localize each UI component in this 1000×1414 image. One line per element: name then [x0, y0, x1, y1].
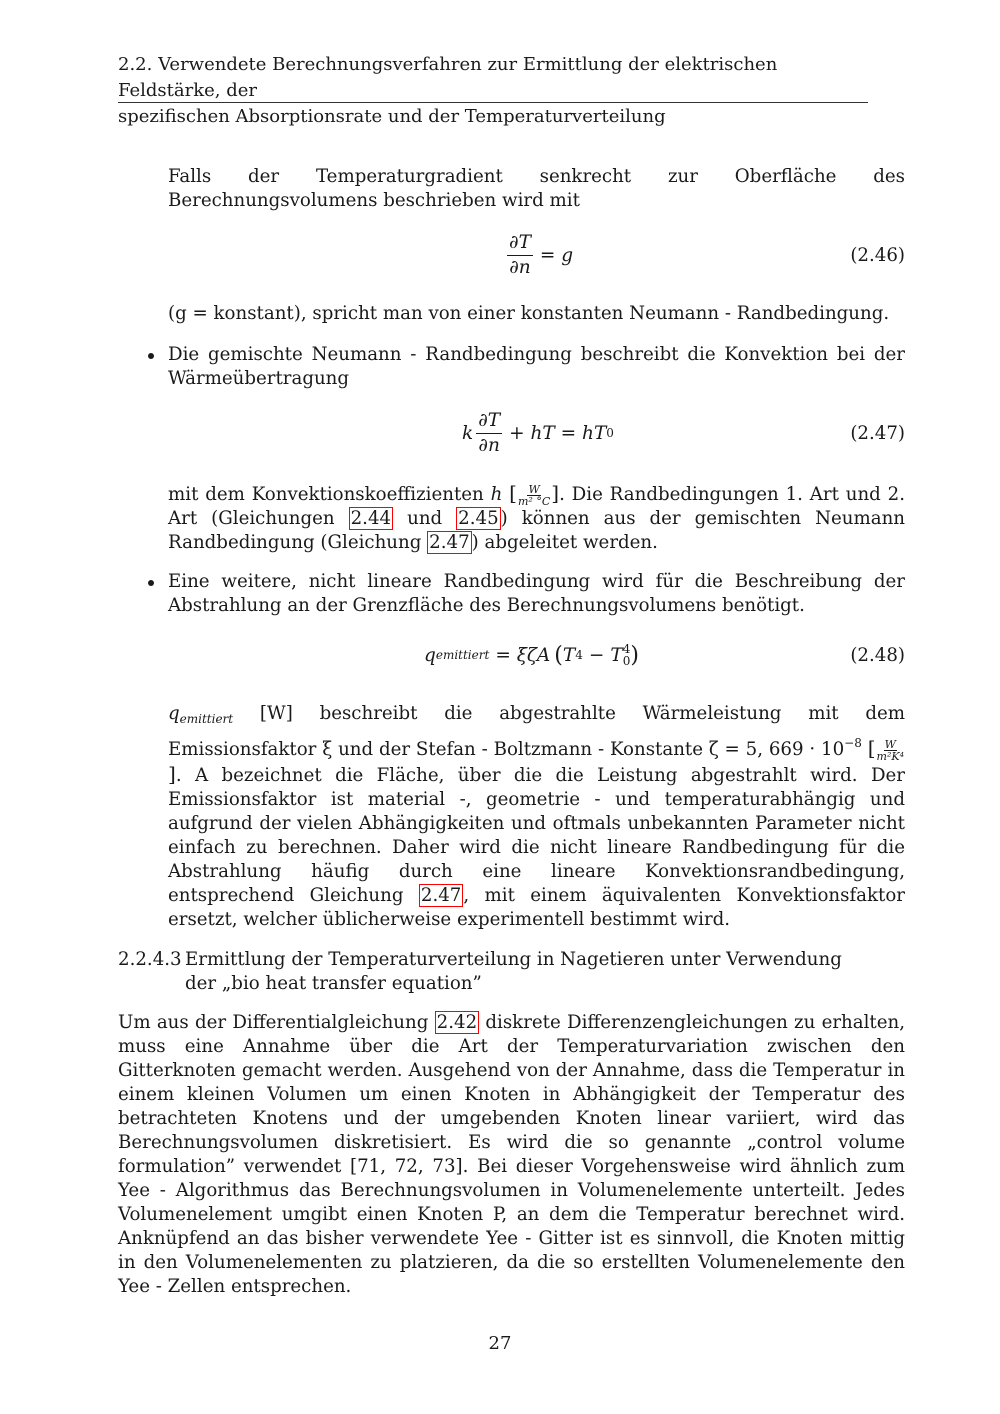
- equation-link[interactable]: 2.45: [458, 508, 499, 529]
- superscript: 4: [575, 648, 583, 662]
- text-run: , mit einem äquivalenten Konvektionsfaktor ersetzt, welcher üblicherweise experimentell bestimmt wird.: [168, 885, 905, 930]
- bracket-open: [: [509, 481, 517, 505]
- equation-number: (2.47): [850, 422, 905, 444]
- fraction-denominator: ∂n: [478, 434, 500, 456]
- equation-2-47: [168, 403, 905, 463]
- minus-sign: −: [588, 644, 605, 666]
- running-header-line2: spezifischen Absorptionsrate und der Temperaturverteilung: [118, 106, 666, 127]
- subscript: emittiert: [435, 648, 490, 662]
- equation-number: (2.46): [850, 244, 905, 266]
- fraction-numerator: ∂T: [507, 231, 533, 256]
- equation-link[interactable]: 2.47: [429, 532, 470, 553]
- equation-rhs: + hT = hT: [509, 422, 607, 444]
- text-run: diskrete Differenzengleichungen zu erhalten, muss eine Annahme über die Art der Temperaturvariation zwischen den Gitterknoten gemacht werden. Ausgehend von der Annahme, dass die Temperatur in einem kleinen Volumen um einen Knoten in Abhängigkeit der Temperatur des betrachteten Knotens und der umgebenden Knoten linear variiert, wird das Berechnungsvolumen diskretisiert. Es wird die so genannte „control volume formulation” verwendet [71, 72, 73]. Bei dieser Vorgehensweise wird ähnlich zum Yee - Algorithmus das Berechnungsvolumen in Volumenelemente unterteilt. Jedes Volumenelement umgibt einen Knoten P, an dem die Temperatur berechnet wird. Anknüpfend an das bisher verwendete Yee - Gitter ist es sinnvoll, die Knoten mittig in den Volumenelementen zu platzieren, da die so erstellten Volumenelemente den Yee - Zellen entsprechen.: [118, 1012, 905, 1297]
- text-run: und: [393, 508, 457, 529]
- unit-denominator: m²K⁴: [876, 749, 904, 763]
- equation-2-48-body: [424, 625, 639, 685]
- text-run: [W] beschreibt die abgestrahlte Wärmeleistung mit dem Emissionsfaktor ξ und der Stefan - Boltzmann - Konstante ζ = 5, 669 · 10: [168, 703, 905, 760]
- unit-numerator: W: [884, 737, 896, 751]
- text-run: Um aus der Differentialgleichung: [118, 1012, 435, 1033]
- bullet-mixed-neumann: Die gemischte Neumann - Randbedingung beschreibt die Konvektion bei der Wärmeübertragung: [168, 344, 905, 389]
- sub-sup-stack: [623, 643, 631, 667]
- running-header-line1: 2.2. Verwendete Berechnungsverfahren zur Ermittlung der elektrischen Feldstärke, der: [118, 54, 778, 101]
- paragraph-neumann-intro: Falls der Temperaturgradient senkrecht zur Oberfläche des Berechnungsvolumens beschrieben wird mit: [168, 166, 905, 211]
- section-title: Ermittlung der Temperaturverteilung in Nagetieren unter Verwendung der „bio heat transfer equation”: [185, 949, 842, 994]
- running-header: [118, 52, 868, 130]
- superscript: 4: [622, 642, 631, 656]
- equation-2-46: [168, 225, 905, 285]
- subscript: 0: [606, 426, 614, 440]
- bullet-radiation-boundary: Eine weitere, nicht lineare Randbedingung wird für die Beschreibung der Abstrahlung an der Grenzfläche des Berechnungsvolumens benötigt.: [168, 571, 905, 616]
- paren-close: ): [630, 642, 639, 668]
- equation-number: (2.48): [850, 644, 905, 666]
- fraction-numerator: ∂T: [476, 409, 502, 434]
- paragraph-control-volume: [118, 1011, 905, 1299]
- fraction-dT-dn: [476, 409, 502, 458]
- math-T0: T: [610, 644, 623, 666]
- unit-denominator: m² °C: [517, 494, 551, 508]
- equation-link[interactable]: 2.47: [420, 885, 462, 906]
- unit-fraction: [877, 739, 904, 762]
- equation-link[interactable]: 2.44: [350, 508, 392, 529]
- bracket-open: [: [867, 736, 876, 760]
- fraction-denominator: ∂n: [509, 256, 531, 278]
- text-run: mit dem Konvektionskoeffizienten: [168, 484, 491, 505]
- subscript: 0: [622, 654, 631, 668]
- subscript: emittiert: [179, 712, 234, 726]
- equation-2-47-body: [462, 403, 614, 463]
- equation-rhs: = ξζA: [495, 644, 551, 666]
- section-number: 2.2.4.3: [118, 949, 182, 970]
- paragraph-emission: [168, 702, 905, 932]
- bracket-close: ]: [551, 481, 560, 505]
- equation-2-48: [168, 625, 905, 685]
- math-q: q: [168, 703, 180, 724]
- header-rule: [118, 102, 868, 103]
- bullet-marker: [146, 573, 156, 583]
- unit-fraction: [518, 484, 550, 507]
- paragraph-convection-coefficient: [168, 481, 905, 555]
- fraction-dT-dn: [507, 231, 533, 280]
- unit-numerator: W: [528, 482, 540, 496]
- superscript: −8: [844, 736, 862, 750]
- bracket-close: ]: [168, 762, 176, 786]
- text-run: ) können aus der gemischten Neumann Randbedingung (Gleichung: [168, 508, 906, 553]
- text-run: ) abgeleitet werden.: [471, 532, 658, 553]
- equation-k: k: [462, 422, 474, 444]
- equation-link[interactable]: 2.42: [436, 1012, 478, 1033]
- equation-rhs: = g: [539, 244, 574, 266]
- math-h: h: [490, 484, 503, 505]
- text-run: . Die Randbedingungen 1. Art und 2. Art (Gleichungen: [168, 484, 905, 529]
- math-T: T: [562, 644, 576, 666]
- page-number: 27: [488, 1333, 512, 1354]
- paren-open: (: [554, 642, 563, 668]
- math-q: q: [424, 644, 436, 666]
- equation-2-46-body: [504, 225, 573, 285]
- bullet-marker: [146, 346, 156, 356]
- text-run: . A bezeichnet die Fläche, über die die Leistung abgestrahlt wird. Der Emissionsfaktor ist material -, geometrie - und temperaturabhängig und aufgrund der vielen Abhängigkeiten und oftmals unbekannten Parameter nicht einfach zu berechnen. Daher wird die nicht lineare Randbedingung für die Abstrahlung häufig durch eine lineare Konvektionsrandbedingung, entsprechend Gleichung: [168, 765, 905, 906]
- paragraph-constant-neumann: (g = konstant), spricht man von einer konstanten Neumann - Randbedingung.: [168, 303, 890, 324]
